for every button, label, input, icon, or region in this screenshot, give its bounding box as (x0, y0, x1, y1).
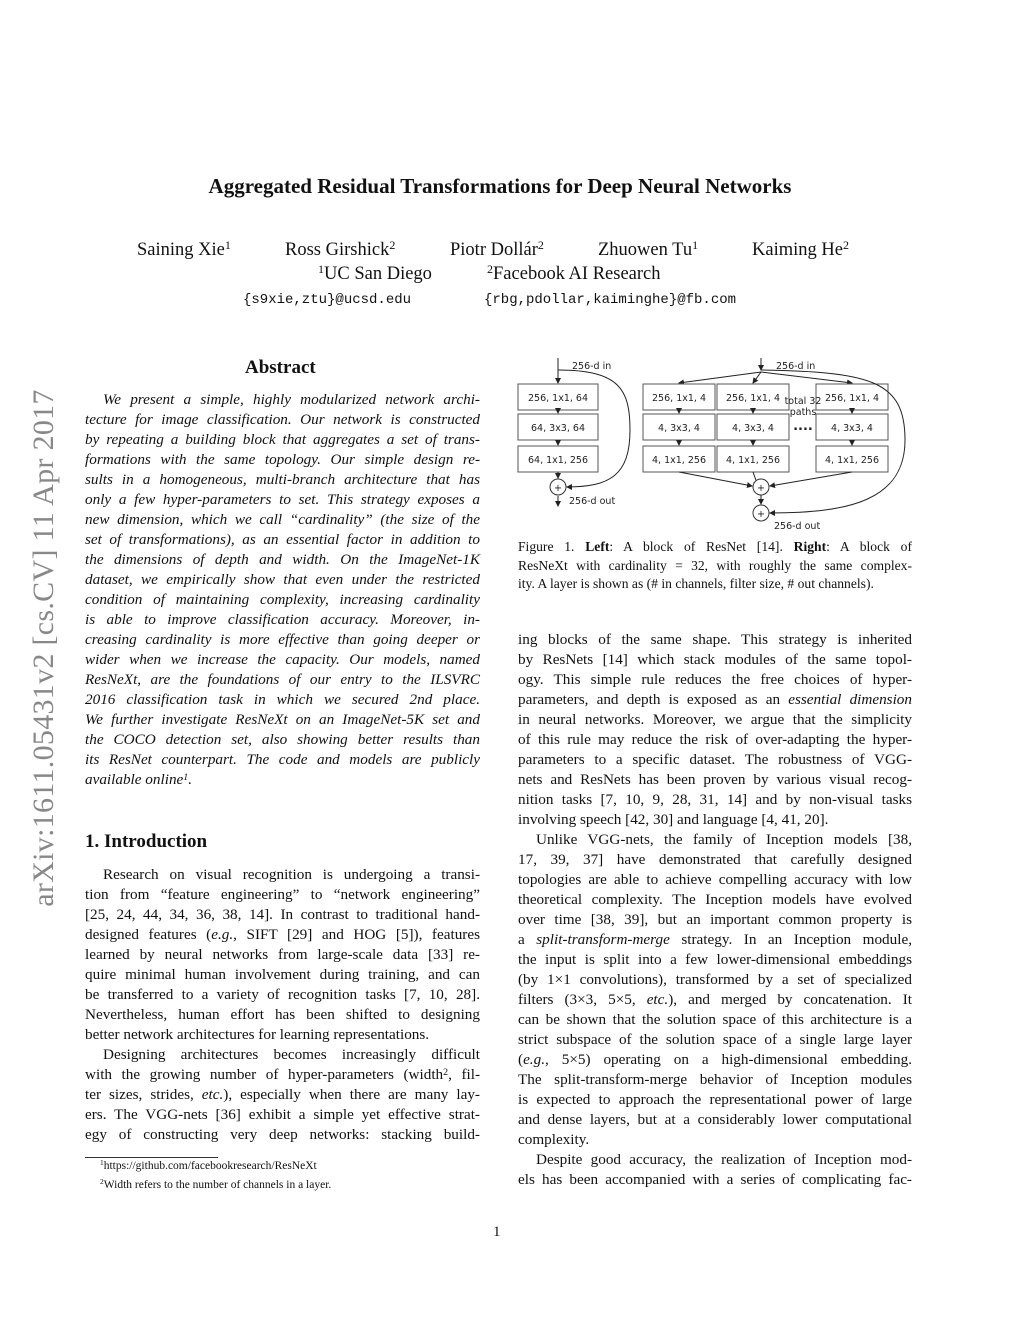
text-line: formations with the same topology. Our simple design re- (85, 451, 480, 468)
text-line: set of transformations), as an essential factor in addition to (85, 531, 480, 548)
text-line: Despite good accuracy, the realization of Inception mod- (536, 1151, 912, 1168)
paragraph (85, 390, 480, 790)
text-line: with the growing number of hyper-parameters (width$^2$, fil- (85, 1066, 480, 1083)
text-line: available online$^1$. (85, 771, 193, 788)
author-name: Zhuowen Tu$^1$ (598, 238, 699, 260)
paragraph (518, 830, 912, 1150)
figure-1-diagram (510, 350, 920, 535)
text-line: in neural networks. Moreover, we argue that the simplicity (518, 711, 912, 728)
text-line: quire minimal human involvement during training, and can (85, 966, 480, 983)
text-line: [25, 24, 44, 34, 36, 38, 14]. In contrast to traditional hand- (85, 906, 480, 923)
input-label: 256-d in (776, 361, 816, 372)
text-line: complexity. (518, 1131, 590, 1148)
plus-symbol: + (757, 509, 765, 520)
arrow (770, 472, 852, 486)
arrow (761, 372, 852, 383)
text-line: The split-transform-merge behavior of Inception modules (518, 1071, 912, 1088)
output-label: 256-d out (774, 521, 821, 532)
text-line: designed features (e.g., SIFT [29] and HOG [5]), features (85, 926, 480, 943)
affiliation-marker: 2 (842, 238, 849, 252)
text-line: topologies are able to achieve compelling accuracy with low (518, 871, 912, 888)
author-name: Saining Xie$^1$ (137, 238, 231, 260)
text-line: its ResNet counterpart. The code and models are publicly (85, 751, 480, 768)
layer-label: 4, 3x3, 4 (658, 423, 700, 434)
text-line: filters (3×3, 5×5, etc.), and merged by concatenation. It (518, 991, 912, 1008)
layer-label: 4, 1x1, 256 (726, 455, 780, 466)
text-line: We present a simple, highly modularized network archi- (103, 391, 480, 408)
paragraph (85, 1045, 480, 1145)
footnote-1: $^1$https://github.com/facebookresearch/ResNeXt (100, 1158, 317, 1172)
text-line: sults in a homogeneous, multi-branch architecture that has (85, 471, 480, 488)
emphasis-text: e.g. (211, 926, 234, 943)
text-line: (by 1×1 convolutions), transformed by a set of specialized (518, 971, 912, 988)
input-label: 256-d in (572, 361, 612, 372)
layer-label: 4, 3x3, 4 (732, 423, 774, 434)
layer-label: 256, 1x1, 4 (652, 393, 706, 404)
text-line: nition tasks [7, 10, 9, 28, 31, 14] and by non-visual tasks (518, 791, 912, 808)
emphasis-text: split-transform-merge (536, 931, 670, 948)
paper-title: Aggregated Residual Transformations for Deep Neural Networks (208, 174, 792, 198)
layer-label: 64, 1x1, 256 (527, 455, 589, 466)
figure-1-caption (518, 538, 912, 594)
footnote-divider (85, 1157, 218, 1158)
layer-label: 256, 1x1, 4 (726, 393, 780, 404)
text-line: strict subspace of the solution space of a single large layer (518, 1031, 912, 1048)
text-line: wider when we increase the capacity. Our models, named (85, 651, 480, 668)
emphasis-text: etc. (201, 1086, 224, 1103)
arrow (679, 472, 752, 486)
affiliation-marker: 2 (389, 238, 396, 252)
text-line: a split-transform-merge strategy. In an Inception module, (518, 931, 913, 948)
paths-label: paths (789, 407, 817, 418)
affiliation-marker: 1 (224, 238, 231, 252)
affiliation-marker: 1 (318, 262, 325, 276)
text-line: the input is split into a few lower-dimensional embeddings (518, 951, 912, 968)
affiliation-marker: 1 (692, 238, 699, 252)
text-line: ResNeXt with cardinality = 32, with roughly the same complex- (518, 557, 912, 573)
text-line: by repeating a building block that aggregates a set of trans- (85, 431, 480, 448)
introduction-right-column (518, 630, 912, 1190)
text-line: can be shown that the solution space of this architecture is a (518, 1011, 912, 1028)
text-line: 17, 39, 37] have demonstrated that carefully designed (518, 851, 912, 868)
layer-label: 64, 3x3, 64 (531, 423, 585, 434)
text-line: theoretical complexity. The Inception models have evolved (518, 891, 912, 908)
introduction-left-column (85, 865, 480, 1145)
text-line: parameters, and depth is exposed as an essential dimension (518, 691, 912, 708)
plus-symbol: + (554, 483, 562, 494)
affiliation: $^2$Facebook AI Research (487, 262, 661, 284)
text-line: learned by neural networks from large-scale data [33] re- (85, 946, 480, 963)
text-line: is expected to approach the representational power of large (518, 1091, 912, 1108)
emphasis-text: etc. (646, 991, 669, 1008)
text-line: involving speech [42, 30] and language [4, 41, 20]. (518, 811, 829, 828)
text-line: dataset, we empirically show that even under the restricted (85, 571, 480, 588)
text-line: 2016 classification task in which we secured 2nd place. (85, 691, 480, 708)
layer-label: 256, 1x1, 64 (527, 393, 589, 404)
text-line: only a few hyper-parameters to set. This strategy exposes a (85, 491, 480, 508)
text-line: ing blocks of the same shape. This strategy is inherited (518, 631, 912, 648)
affiliation-marker: 2 (487, 262, 494, 276)
text-line: tion from “feature engineering” to “network engineering” (85, 886, 480, 903)
text-line: egy of constructing very deep networks: stacking build- (85, 1126, 480, 1143)
paths-label: total 32 (784, 396, 822, 407)
affiliation-marker: 2 (537, 238, 544, 252)
bold-text: Right (793, 539, 827, 554)
text-line: condition of maintaining complexity, increasing cardinality (85, 591, 480, 608)
footnote-marker: 1 (183, 772, 189, 783)
text-line: is able to improve classification accuracy. Moreover, in- (85, 611, 480, 628)
text-line: Unlike VGG-nets, the family of Inception models [38, (536, 831, 912, 848)
layer-label: 4, 1x1, 256 (825, 455, 879, 466)
text-line: parameters to a specific dataset. The robustness of VGG- (518, 751, 912, 768)
text-line: and dense layers, but at a considerably lower computational (518, 1111, 912, 1128)
text-line: Research on visual recognition is undergoing a transi- (103, 866, 480, 883)
text-line: the COCO detection set, also showing better results than (85, 731, 480, 748)
text-line: over time [38, 39], but an important common property is (518, 911, 912, 928)
footnote-2: $^2$Width refers to the number of channels in a layer. (100, 1177, 332, 1191)
abstract-body (85, 390, 480, 790)
introduction-heading: 1. Introduction (85, 831, 208, 852)
text-line: (e.g., 5×5) operating on a high-dimensional embedding. (518, 1051, 912, 1068)
paragraph (518, 538, 912, 594)
author-name: Ross Girshick$^2$ (285, 238, 396, 260)
paragraph (518, 1150, 912, 1190)
layer-label: 4, 3x3, 4 (831, 423, 873, 434)
text-line: ter sizes, strides, etc.), especially when there are many lay- (85, 1086, 480, 1103)
email-ucsd: {s9xie,ztu}@ucsd.edu (243, 292, 412, 308)
affiliation: $^1$UC San Diego (318, 262, 432, 284)
text-line: Designing architectures becomes increasingly difficult (103, 1046, 480, 1063)
page-number: 1 (493, 1224, 501, 1240)
emphasis-text: e.g. (523, 1051, 545, 1068)
text-line: ers. The VGG-nets [36] exhibit a simple yet effective strat- (85, 1106, 480, 1123)
layer-label: 4, 1x1, 256 (652, 455, 706, 466)
plus-symbol: + (757, 483, 765, 494)
text-line: by ResNets [14] which stack modules of the same topol- (518, 651, 912, 668)
footnote-marker: 2 (443, 1067, 449, 1078)
text-line: ResNeXt, are the foundations of our entry to the ILSVRC (85, 671, 480, 688)
abstract-heading: Abstract (245, 357, 316, 378)
arxiv-identifier: arXiv:1611.05431v2 [cs.CV] 11 Apr 2017 (27, 389, 60, 907)
text-line: ogy. This simple rule reduces the free choices of hyper- (518, 671, 912, 688)
text-line: the dimensions of depth and width. On the ImageNet-1K (85, 551, 480, 568)
text-line: els has been accompanied with a series of complicating fac- (518, 1171, 912, 1188)
text-line: creasing cardinality is more effective than going deeper or (85, 631, 480, 648)
text-line: of this rule may reduce the risk of over-adapting the hyper- (518, 731, 912, 748)
text-line: nets and ResNets has been proven by various visual recog- (518, 771, 912, 788)
paragraph (85, 865, 480, 1045)
bold-text: Left (585, 539, 610, 554)
text-line: Nevertheless, human effort has been shifted to designing (85, 1006, 480, 1023)
author-name: Piotr Dollár$^2$ (450, 238, 544, 260)
text-line: We further investigate ResNeXt on an ImageNet-5K set and (85, 711, 480, 728)
text-line: new dimension, which we call “cardinality” (the size of the (85, 511, 480, 528)
paragraph (518, 630, 912, 830)
emphasis-text: essential dimension (788, 691, 912, 708)
text-line: Figure 1. Left: A block of ResNet [14]. Right: A block of (518, 539, 913, 554)
text-line: better network architectures for learning representations. (85, 1026, 430, 1043)
text-line: tecture for image classification. Our network is constructed (85, 411, 480, 428)
layer-label: 256, 1x1, 4 (825, 393, 879, 404)
arrow (679, 372, 761, 383)
output-label: 256-d out (569, 496, 616, 507)
arrow (753, 372, 761, 383)
email-fb: {rbg,pdollar,kaiminghe}@fb.com (484, 292, 737, 308)
text-line: ity. A layer is shown as (# in channels, filter size, # out channels). (518, 576, 874, 591)
author-name: Kaiming He$^2$ (752, 238, 849, 260)
ellipsis: .... (793, 419, 813, 434)
text-line: be transferred to a variety of recognition tasks [7, 10, 28]. (85, 986, 480, 1003)
